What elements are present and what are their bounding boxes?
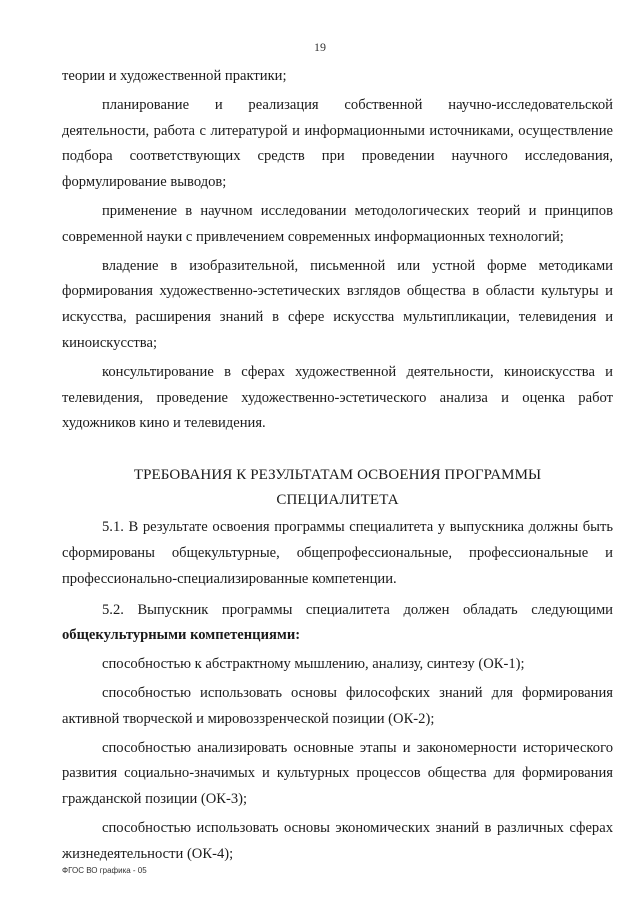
competency-ok-2: способностью использовать основы философских знаний для формирования активной творческой и мировоззренческой позиции (ОК-2); (62, 684, 613, 727)
competency-ok-1: способностью к абстрактному мышлению, анализу, синтезу (ОК-1); (102, 656, 525, 673)
section-heading-line-2: СПЕЦИАЛИТЕТА (276, 492, 399, 509)
paragraph-consulting: консультирование в сферах художественной деятельности, киноискусства и телевидения, проведение художественно-эстетического анализа и оценка работ художников кино и телевидения. (62, 363, 613, 432)
page-footer: ФГОС ВО графика - 05 (62, 866, 147, 875)
page-number: 19 (314, 40, 326, 54)
competency-ok-4: способностью использовать основы экономических знаний в различных сферах жизнедеятельности (ОК-4); (62, 819, 613, 862)
section-heading (62, 463, 613, 513)
paragraph-5-2-bold: общекультурными компетенциями: (62, 627, 301, 644)
paragraph-5-1: 5.1. В результате освоения программы специалитета у выпускника должны быть сформированы общекультурные, общепрофессиональные, профессиональные и профессионально-специализированные компетенции. (62, 519, 613, 587)
paragraph-methods: владение в изобразительной, письменной или устной форме методиками формирования художественно-эстетических взглядов общества в области культуры и искусства, расширения знаний в сфере искусства мультипликации, телевидения и киноискусства; (62, 257, 613, 351)
paragraph-methodology: применение в научном исследовании методологических теорий и принципов современной науки с привлечением современных информационных технологий; (62, 202, 613, 245)
section-heading-line-1: ТРЕБОВАНИЯ К РЕЗУЛЬТАТАМ ОСВОЕНИЯ ПРОГРАММЫ (133, 467, 542, 484)
paragraph-5-2-lead: 5.2. Выпускник программы специалитета должен обладать следующими (102, 601, 613, 618)
paragraph-research: планирование и реализация собственной научно-исследовательской деятельности, работа с литературой и информационными источниками, осуществление подбора соответствующих средств при проведении научного исследования, формулирование выводов; (62, 96, 613, 191)
document-body (62, 64, 613, 868)
paragraph-continuation: теории и художественной практики; (62, 68, 287, 84)
competency-ok-3: способностью анализировать основные этапы и закономерности исторического развития социально-значимых и культурных процессов общества для формирования гражданской позиции (ОК-3); (62, 739, 613, 808)
paragraph-5-2 (62, 598, 613, 650)
